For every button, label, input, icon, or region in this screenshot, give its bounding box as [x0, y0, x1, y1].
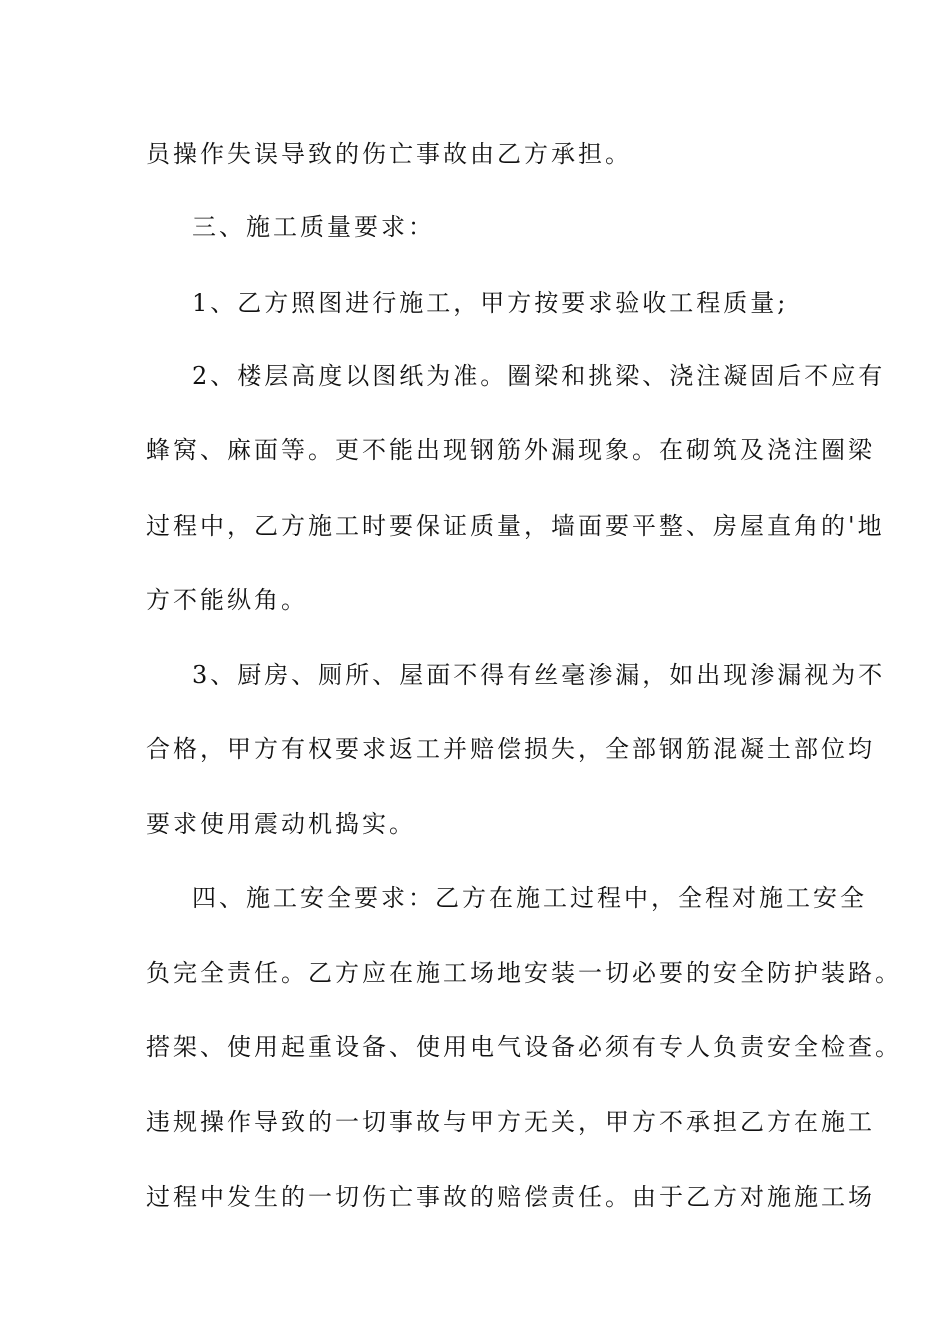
- paragraph-line: 要求使用震动机捣实。: [146, 810, 416, 838]
- paragraph-line: 违规操作导致的一切事故与甲方无关，甲方不承担乙方在施工: [146, 1108, 875, 1136]
- paragraph-line: 过程中发生的一切伤亡事故的赔偿责任。由于乙方对施施工场: [146, 1183, 875, 1211]
- paragraph-line: 负完全责任。乙方应在施工场地安装一切必要的安全防护装路。: [146, 959, 902, 987]
- paragraph-line: 搭架、使用起重设备、使用电气设备必须有专人负责安全检查。: [146, 1033, 902, 1061]
- paragraph-line: 3、厨房、厕所、屋面不得有丝毫渗漏，如出现渗漏视为不: [192, 661, 886, 689]
- paragraph-line: 方不能纵角。: [146, 586, 308, 614]
- paragraph-line: 员操作失误导致的伤亡事故由乙方承担。: [146, 140, 632, 168]
- paragraph-line: 过程中，乙方施工时要保证质量，墙面要平整、房屋直角的'地: [146, 512, 885, 540]
- section-heading-safety: 四、施工安全要求：乙方在施工过程中，全程对施工安全: [192, 884, 867, 912]
- paragraph-line: 合格，甲方有权要求返工并赔偿损失，全部钢筋混凝土部位均: [146, 735, 875, 763]
- section-heading-quality: 三、施工质量要求：: [192, 213, 435, 241]
- paragraph-line: 1、乙方照图进行施工，甲方按要求验收工程质量;: [192, 289, 789, 317]
- paragraph-line: 2、楼层高度以图纸为准。圈梁和挑梁、浇注凝固后不应有: [192, 362, 886, 390]
- paragraph-line: 蜂窝、麻面等。更不能出现钢筋外漏现象。在砌筑及浇注圈梁: [146, 436, 875, 464]
